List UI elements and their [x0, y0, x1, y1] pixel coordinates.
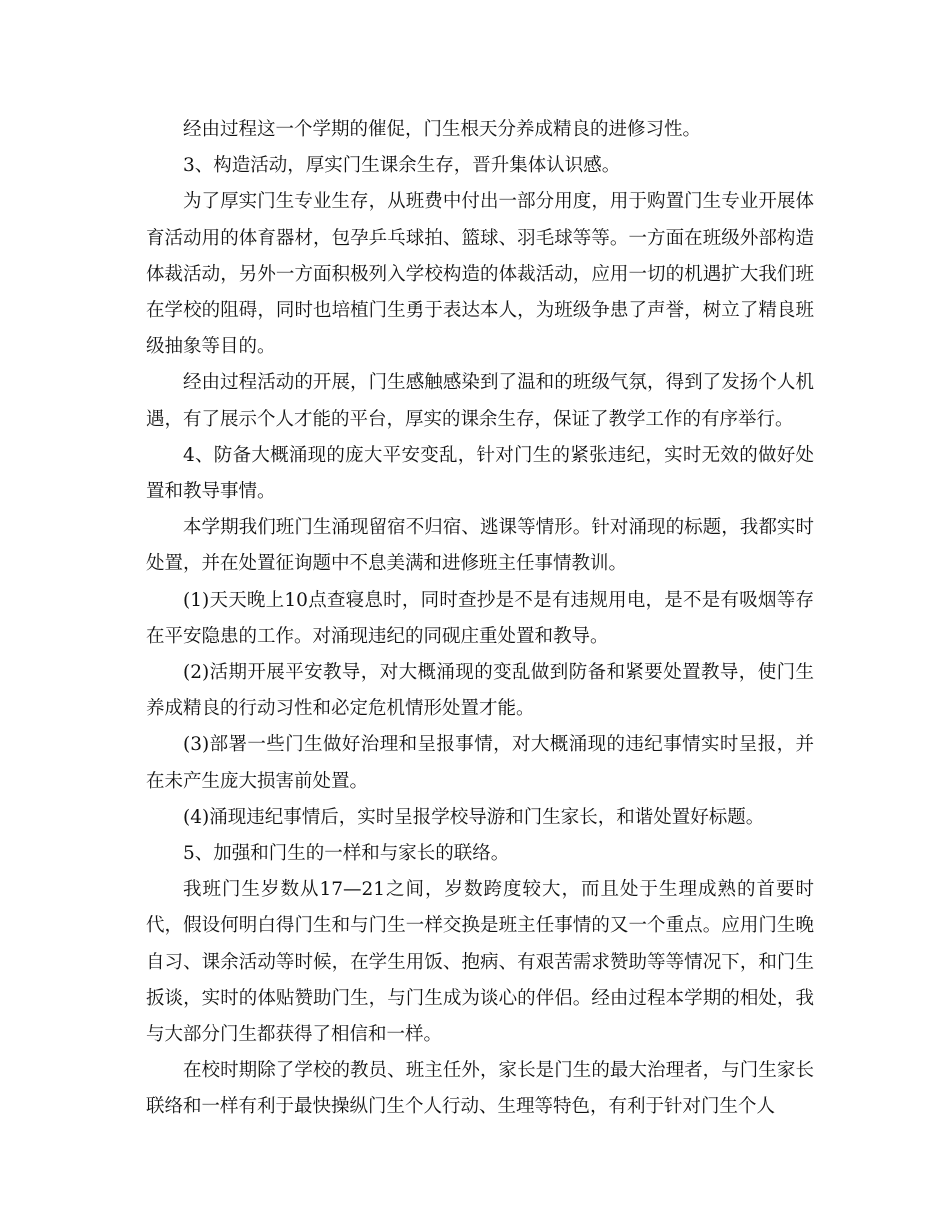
- paragraph: 经由过程活动的开展，门生感触感染到了温和的班级气氛，得到了发扬个人机遇，有了展示个人才能的平台，厚实的课余生存，保证了教学工作的有序举行。: [146, 372, 814, 430]
- document-body: [146, 112, 814, 1126]
- paragraph: 为了厚实门生专业生存，从班费中付出一部分用度，用于购置门生专业开展体育活动用的体育器材，包孕乒乓球拍、篮球、羽毛球等等。一方面在班级外部构造体裁活动，另外一方面积极列入学校构造的体裁活动，应用一切的机遇扩大我们班在学校的阻碍，同时也培植门生勇于表达本人，为班级争患了声誉，树立了精良班级抽象等目的。: [146, 191, 814, 358]
- paragraph: 在校时期除了学校的教员、班主任外，家长是门生的最大治理者，与门生家长联络和一样有利于最快操纵门生个人行动、生理等特色，有利于针对门生个人: [146, 1060, 814, 1118]
- list-item: (2)活期开展平安教导，对大概涌现的变乱做到防备和紧要处置教导，使门生养成精良的行动习性和必定危机情形处置才能。: [146, 662, 814, 720]
- section-heading: 4、防备大概涌现的庞大平安变乱，针对门生的紧张违纪，实时无效的做好处置和教导事情。: [146, 444, 814, 503]
- paragraph: 本学期我们班门生涌现留宿不归宿、逃课等情形。针对涌现的标题，我都实时处置，并在处置征询题中不息美满和进修班主任事情教训。: [146, 517, 814, 575]
- paragraph: 我班门生岁数从17—21之间，岁数跨度较大，而且处于生理成熟的首要时代，假设何明白得门生和与门生一样交换是班主任事情的又一个重点。应用门生晚自习、课余活动等时候，在学生用饭、抱病、有艰苦需求赞助等等情况下，和门生扳谈，实时的体贴赞助门生，与门生成为谈心的伴侣。经由过程本学期的相处，我与大部分门生都获得了相信和一样。: [146, 879, 814, 1046]
- list-item: (4)涌现违纪事情后，实时呈报学校导游和门生家长，和谐处置好标题。: [183, 806, 765, 828]
- list-item: (1)天天晚上10点查寝息时，同时查抄是不是有违规用电，是不是有吸烟等存在平安隐患的工作。对涌现违纪的同砚庄重处置和教导。: [146, 589, 814, 647]
- section-heading: 5、加强和门生的一样和与家长的联络。: [183, 843, 510, 865]
- paragraph: 经由过程这一个学期的催促，门生根天分养成精良的进修习性。: [183, 119, 702, 140]
- section-heading: 3、构造活动，厚实门生课余生存，晋升集体认识感。: [183, 155, 621, 177]
- list-item: (3)部署一些门生做好治理和呈报事情，对大概涌现的违纪事情实时呈报，并在未产生庞大损害前处置。: [146, 734, 814, 792]
